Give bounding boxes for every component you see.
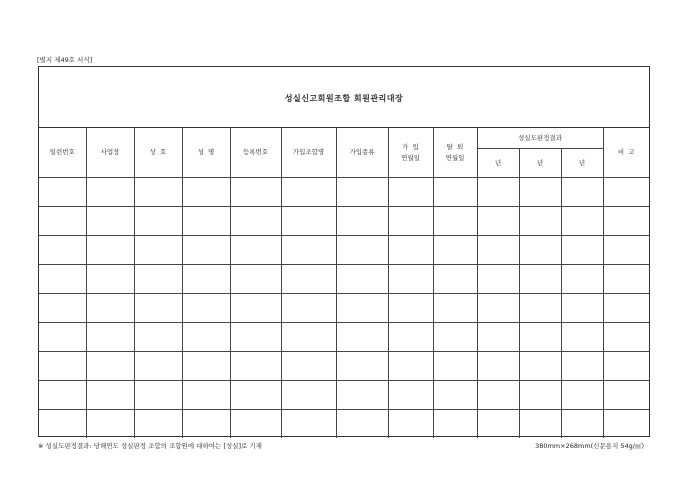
table-cell[interactable]	[86, 265, 134, 294]
table-cell[interactable]	[388, 236, 433, 265]
table-cell[interactable]	[39, 381, 86, 410]
table-cell[interactable]	[86, 323, 134, 352]
table-cell[interactable]	[477, 323, 519, 352]
header-business-place: 사업장	[86, 128, 134, 178]
table-cell[interactable]	[134, 410, 182, 439]
table-cell[interactable]	[561, 207, 603, 236]
table-cell[interactable]	[519, 236, 561, 265]
table-cell[interactable]	[182, 265, 230, 294]
table-cell[interactable]	[86, 352, 134, 381]
table-row	[39, 410, 649, 439]
form-title: 성실신고회원조합 회원관리대장	[284, 93, 404, 103]
table-row	[39, 294, 649, 323]
table-cell[interactable]	[230, 294, 281, 323]
table-cell[interactable]	[603, 178, 649, 207]
table-cell[interactable]	[477, 178, 519, 207]
table-cell[interactable]	[477, 294, 519, 323]
table-cell[interactable]	[230, 410, 281, 439]
form-frame	[38, 66, 650, 437]
table-cell[interactable]	[603, 352, 649, 381]
form-label: [별지 제49호 서식]	[37, 56, 93, 64]
table-cell[interactable]	[86, 178, 134, 207]
table-cell[interactable]	[39, 236, 86, 265]
table-cell[interactable]	[433, 352, 477, 381]
header-leave-date-line2: 연월일	[445, 153, 465, 162]
table-cell[interactable]	[477, 265, 519, 294]
header-result-group: 성실도판정결과	[477, 128, 603, 149]
table-cell[interactable]	[86, 294, 134, 323]
table-cell[interactable]	[433, 207, 477, 236]
table-cell[interactable]	[230, 207, 281, 236]
table-cell[interactable]	[281, 381, 336, 410]
table-cell[interactable]	[433, 178, 477, 207]
table-cell[interactable]	[336, 294, 388, 323]
table-cell[interactable]	[182, 236, 230, 265]
table-cell[interactable]	[134, 207, 182, 236]
table-cell[interactable]	[281, 323, 336, 352]
table-row	[39, 352, 649, 381]
paper-spec: 380mm×268mm(신문용지 54g/㎡)	[535, 442, 644, 450]
member-register-table	[39, 128, 649, 438]
table-cell[interactable]	[281, 207, 336, 236]
table-cell[interactable]	[230, 265, 281, 294]
table-cell[interactable]	[519, 410, 561, 439]
header-name: 성 명	[182, 128, 230, 178]
table-cell[interactable]	[519, 323, 561, 352]
table-cell[interactable]	[477, 352, 519, 381]
table-row	[39, 207, 649, 236]
table-cell[interactable]	[561, 178, 603, 207]
table-cell[interactable]	[388, 410, 433, 439]
table-cell[interactable]	[281, 265, 336, 294]
table-cell[interactable]	[86, 236, 134, 265]
header-join-date-line1: 가 입	[402, 142, 419, 151]
table-body	[39, 178, 649, 439]
table-cell[interactable]	[134, 178, 182, 207]
footnote: ※ 성실도판정결과: 당해연도 성실판정 조합의 조합원에 대하여는 [성실]로 기재	[38, 442, 262, 450]
table-cell[interactable]	[433, 236, 477, 265]
table-cell[interactable]	[134, 352, 182, 381]
header-join-date-line2: 연월일	[401, 153, 420, 162]
table-cell[interactable]	[230, 381, 281, 410]
table-cell[interactable]	[134, 265, 182, 294]
table-cell[interactable]	[281, 236, 336, 265]
table-cell[interactable]	[336, 410, 388, 439]
table-cell[interactable]	[561, 236, 603, 265]
table-cell[interactable]	[336, 352, 388, 381]
table-cell[interactable]	[388, 323, 433, 352]
table-cell[interactable]	[388, 381, 433, 410]
table-cell[interactable]	[561, 352, 603, 381]
table-cell[interactable]	[86, 381, 134, 410]
table-cell[interactable]	[281, 352, 336, 381]
table-cell[interactable]	[603, 410, 649, 439]
table-cell[interactable]	[182, 178, 230, 207]
table-cell[interactable]	[561, 323, 603, 352]
table-cell[interactable]	[477, 207, 519, 236]
table-cell[interactable]	[134, 323, 182, 352]
table-cell[interactable]	[433, 265, 477, 294]
table-cell[interactable]	[182, 352, 230, 381]
table-cell[interactable]	[281, 294, 336, 323]
header-trade-name: 상 호	[134, 128, 182, 178]
table-cell[interactable]	[519, 207, 561, 236]
table-cell[interactable]	[603, 323, 649, 352]
table-cell[interactable]	[519, 178, 561, 207]
table-cell[interactable]	[603, 265, 649, 294]
table-row	[39, 323, 649, 352]
table-cell[interactable]	[182, 410, 230, 439]
table-cell[interactable]	[388, 352, 433, 381]
header-registration-number: 등록번호	[230, 128, 281, 178]
table-cell[interactable]	[519, 352, 561, 381]
table-cell[interactable]	[39, 207, 86, 236]
header-join-type: 가입종류	[336, 128, 388, 178]
table-cell[interactable]	[182, 381, 230, 410]
table-cell[interactable]	[336, 207, 388, 236]
header-leave-date	[433, 128, 477, 178]
table-cell[interactable]	[603, 207, 649, 236]
table-cell[interactable]	[561, 410, 603, 439]
table-cell[interactable]	[388, 178, 433, 207]
table-cell[interactable]	[477, 381, 519, 410]
table-cell[interactable]	[281, 178, 336, 207]
table-cell[interactable]	[336, 323, 388, 352]
table-cell[interactable]	[336, 381, 388, 410]
table-cell[interactable]	[433, 323, 477, 352]
table-cell[interactable]	[182, 294, 230, 323]
header-year-3: 년	[561, 149, 603, 178]
table-cell[interactable]	[336, 265, 388, 294]
table-cell[interactable]	[39, 294, 86, 323]
table-cell[interactable]	[388, 207, 433, 236]
table-cell[interactable]	[230, 352, 281, 381]
table-cell[interactable]	[477, 410, 519, 439]
header-union-name: 가입조합명	[281, 128, 336, 178]
table-cell[interactable]	[281, 410, 336, 439]
table-cell[interactable]	[433, 294, 477, 323]
header-year-2: 년	[519, 149, 561, 178]
table-cell[interactable]	[561, 294, 603, 323]
table-cell[interactable]	[519, 265, 561, 294]
table-cell[interactable]	[86, 207, 134, 236]
table-cell[interactable]	[561, 265, 603, 294]
table-cell[interactable]	[519, 381, 561, 410]
header-reg-no: 일련번호	[39, 128, 86, 178]
table-cell[interactable]	[603, 236, 649, 265]
table-cell[interactable]	[477, 236, 519, 265]
table-cell[interactable]	[561, 381, 603, 410]
table-cell[interactable]	[39, 265, 86, 294]
table-cell[interactable]	[39, 323, 86, 352]
table-row	[39, 265, 649, 294]
table-cell[interactable]	[336, 178, 388, 207]
table-cell[interactable]	[134, 381, 182, 410]
table-cell[interactable]	[519, 294, 561, 323]
table-cell[interactable]	[603, 381, 649, 410]
table-cell[interactable]	[603, 294, 649, 323]
table-cell[interactable]	[182, 207, 230, 236]
table-cell[interactable]	[336, 236, 388, 265]
table-cell[interactable]	[388, 294, 433, 323]
table-row	[39, 178, 649, 207]
table-cell[interactable]	[433, 410, 477, 439]
table-cell[interactable]	[230, 178, 281, 207]
table-cell[interactable]	[86, 410, 134, 439]
table-cell[interactable]	[134, 236, 182, 265]
header-remarks: 비 고	[603, 128, 649, 178]
table-cell[interactable]	[39, 352, 86, 381]
table-cell[interactable]	[182, 323, 230, 352]
header-year-1: 년	[477, 149, 519, 178]
table-cell[interactable]	[230, 323, 281, 352]
table-cell[interactable]	[230, 236, 281, 265]
table-row	[39, 236, 649, 265]
header-leave-date-line1: 탈 퇴	[446, 142, 464, 151]
header-join-date	[388, 128, 433, 178]
table-cell[interactable]	[388, 265, 433, 294]
table-cell[interactable]	[134, 294, 182, 323]
table-cell[interactable]	[433, 381, 477, 410]
title-area	[39, 67, 649, 128]
table-cell[interactable]	[39, 410, 86, 439]
table-row	[39, 381, 649, 410]
table-cell[interactable]	[39, 178, 86, 207]
